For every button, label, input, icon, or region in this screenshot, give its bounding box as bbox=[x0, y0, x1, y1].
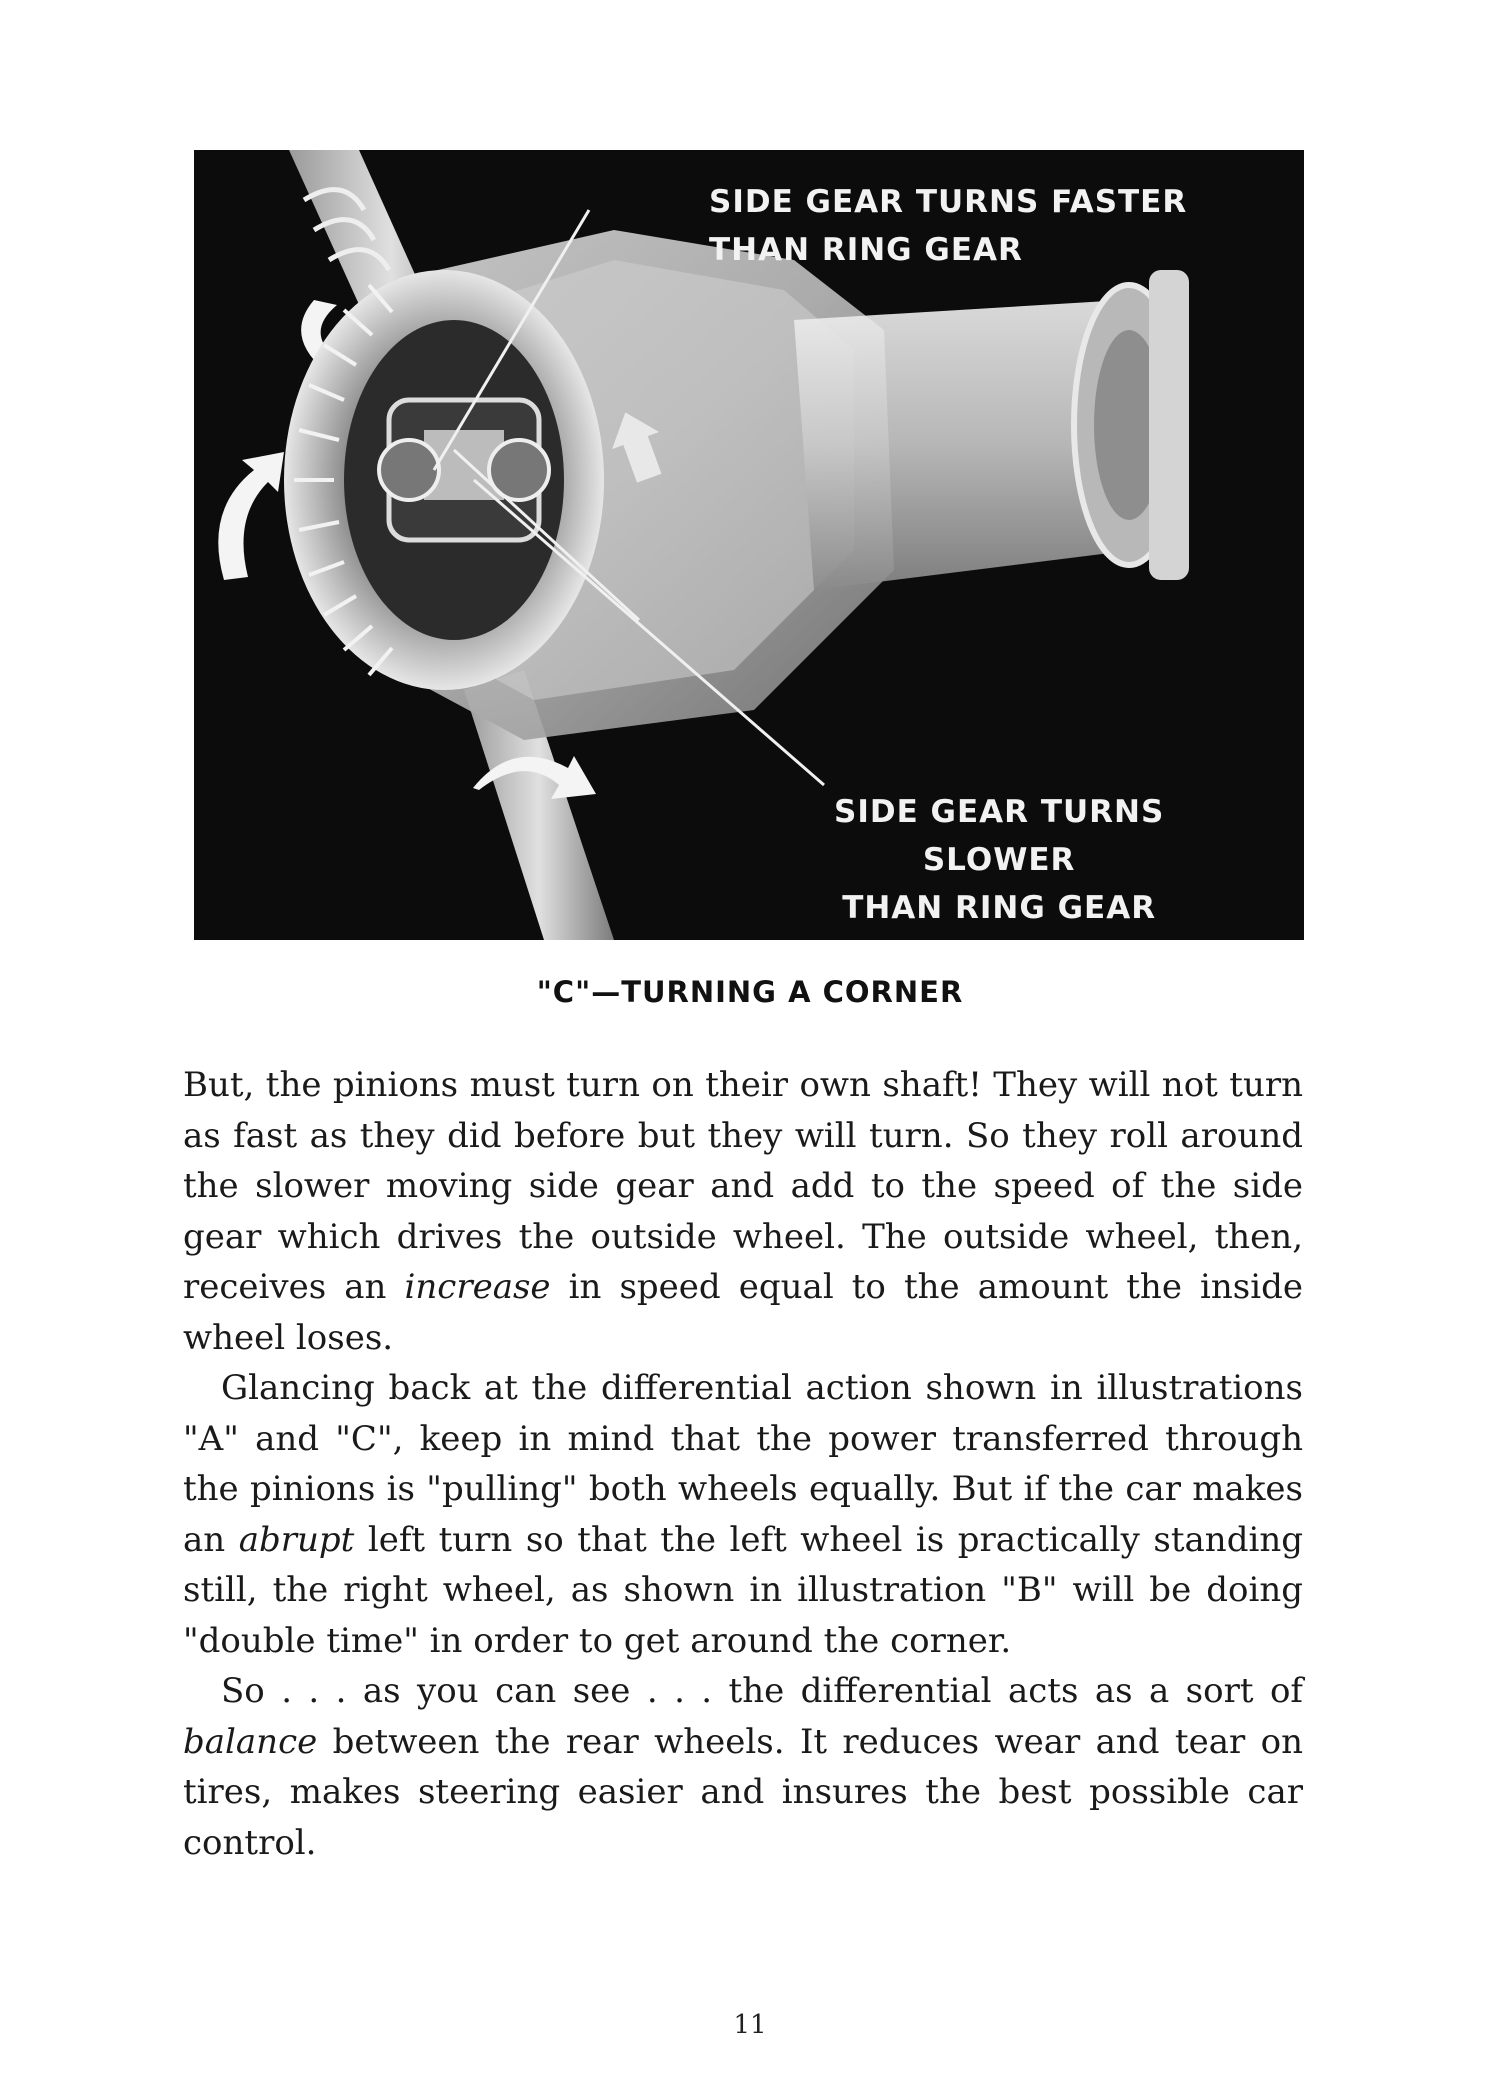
paragraph-3-text-b: between the rear wheels. It reduces wear and tear on tires, makes steering easier and insures the best possible car control. bbox=[183, 1721, 1303, 1863]
pinion-shaft-tube bbox=[794, 270, 1189, 590]
label-bottom-line-3: THAN RING GEAR bbox=[842, 890, 1157, 926]
ring-gear-rotation-arrow bbox=[218, 452, 284, 580]
paragraph-2-text-a: Glancing back at the differential action shown in illustrations "A" and "C", keep in mind that the power transferred through the pinions is "pulling" both wheels equally. But if the car makes an bbox=[183, 1368, 1303, 1560]
label-bottom-line-1: SIDE GEAR TURNS bbox=[834, 794, 1165, 830]
label-top-line-2: THAN RING GEAR bbox=[709, 232, 1023, 268]
paragraph-1-text-a: But, the pinions must turn on their own shaft! They will not turn as fast as they did before but they will turn. So they roll around the slower moving side gear and add to the speed of the side gear which drives the outside wheel. The outside wheel, then, receives an bbox=[183, 1065, 1303, 1307]
paragraph-1 bbox=[183, 1060, 1303, 1363]
figure-caption: "C"—TURNING A CORNER bbox=[536, 975, 964, 1009]
label-top-line-1: SIDE GEAR TURNS FASTER bbox=[709, 184, 1188, 220]
paragraph-2-text-b: left turn so that the left wheel is practically standing still, the right wheel, as shown in illustration "B" will be doing "double time" in order to get around the corner. bbox=[183, 1519, 1303, 1661]
paragraph-3-emphasis: balance bbox=[183, 1721, 318, 1762]
differential-illustration bbox=[194, 150, 1304, 940]
paragraph-3 bbox=[183, 1666, 1303, 1868]
paragraph-2-emphasis: abrupt bbox=[238, 1519, 355, 1560]
label-side-gear-slower bbox=[834, 788, 1164, 932]
label-side-gear-faster bbox=[709, 178, 1187, 274]
paragraph-1-text-b: in speed equal to the amount the inside wheel loses. bbox=[183, 1267, 1303, 1358]
paragraph-1-emphasis: increase bbox=[404, 1267, 551, 1307]
label-bottom-line-2: SLOWER bbox=[922, 842, 1076, 878]
page-number: 11 bbox=[733, 2010, 767, 2040]
body-text bbox=[183, 1060, 1303, 1868]
paragraph-2 bbox=[183, 1363, 1303, 1666]
paragraph-3-text-a: So . . . as you can see . . . the differential acts as a sort of bbox=[221, 1671, 1303, 1711]
